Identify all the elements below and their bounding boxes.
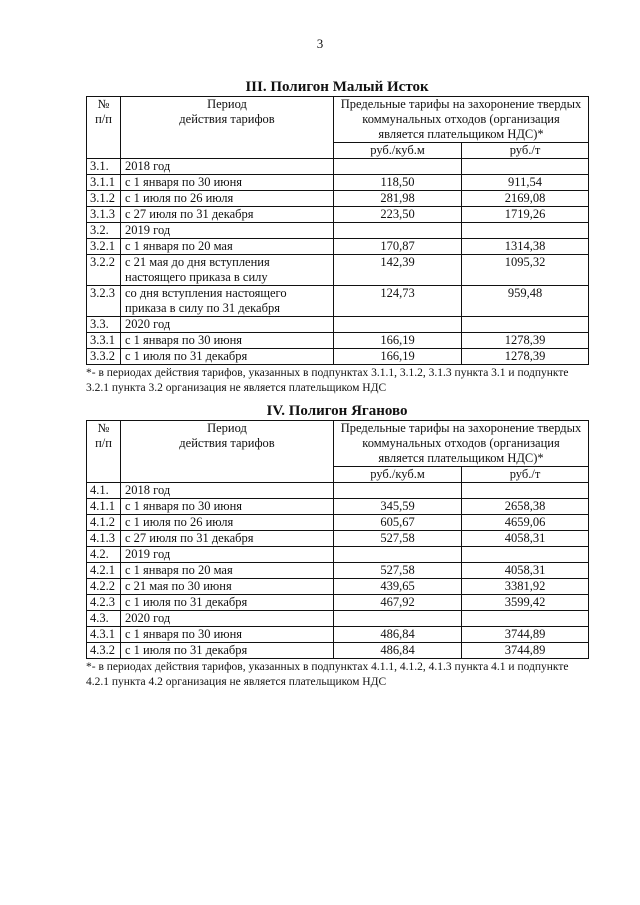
row-period: с 1 января по 30 июня (121, 499, 334, 515)
row-value-cubic: 605,67 (334, 515, 462, 531)
row-number: 4.3.2 (87, 643, 121, 659)
table-row (87, 643, 589, 659)
row-period: 2019 год (121, 547, 334, 563)
row-number: 4.3.1 (87, 627, 121, 643)
row-period: с 21 мая по 30 июня (121, 579, 334, 595)
row-number: 3.2.1 (87, 239, 121, 255)
row-period: с 1 января по 20 мая (121, 563, 334, 579)
section-title: IV. Полигон Яганово (266, 403, 408, 419)
row-value-cubic: 166,19 (334, 349, 462, 365)
row-value-ton: 911,54 (462, 175, 589, 191)
header-period: Период действия тарифов (121, 421, 334, 483)
table-row (87, 579, 589, 595)
table-row (87, 499, 589, 515)
tariff-table (86, 96, 589, 365)
row-value-cubic: 223,50 (334, 207, 462, 223)
row-period: с 1 июля по 31 декабря (121, 349, 334, 365)
tariff-table (86, 420, 589, 659)
row-period: с 1 июля по 31 декабря (121, 643, 334, 659)
row-value-cubic (334, 317, 462, 333)
row-number: 3.1.3 (87, 207, 121, 223)
row-value-cubic: 142,39 (334, 255, 462, 286)
table-row (87, 547, 589, 563)
row-value-ton: 2658,38 (462, 499, 589, 515)
header-num: № п/п (87, 421, 121, 483)
header-num: № п/п (87, 97, 121, 159)
table-row (87, 255, 589, 286)
header-unit-ton: руб./т (462, 467, 589, 483)
row-value-cubic: 486,84 (334, 627, 462, 643)
row-value-ton: 4659,06 (462, 515, 589, 531)
row-period: с 27 июля по 31 декабря (121, 207, 334, 223)
row-value-cubic: 486,84 (334, 643, 462, 659)
row-period: 2019 год (121, 223, 334, 239)
row-period: с 1 января по 30 июня (121, 175, 334, 191)
section-malyi-istok (86, 78, 588, 396)
row-number: 3.2.3 (87, 286, 121, 317)
row-value-ton: 2169,08 (462, 191, 589, 207)
row-number: 4.2.3 (87, 595, 121, 611)
footnote: *- в периодах действия тарифов, указанных в подпунктах 3.1.1, 3.1.2, 3.1.3 пункта 3.1 и подпункте 3.2.1 пункта 3.2 организация не является плательщиком НДС (86, 367, 569, 394)
row-number: 4.1. (87, 483, 121, 499)
table-row (87, 239, 589, 255)
row-value-ton: 1314,38 (462, 239, 589, 255)
row-value-ton (462, 611, 589, 627)
row-number: 3.3.2 (87, 349, 121, 365)
table-row (87, 611, 589, 627)
row-value-cubic: 124,73 (334, 286, 462, 317)
row-number: 4.1.1 (87, 499, 121, 515)
row-period: с 21 мая до дня вступления настоящего приказа в силу (121, 255, 334, 286)
row-value-ton: 959,48 (462, 286, 589, 317)
table-row (87, 483, 589, 499)
row-value-cubic: 166,19 (334, 333, 462, 349)
row-value-cubic: 527,58 (334, 563, 462, 579)
row-value-cubic: 527,58 (334, 531, 462, 547)
row-value-cubic: 170,87 (334, 239, 462, 255)
footnote: *- в периодах действия тарифов, указанных в подпунктах 4.1.1, 4.1.2, 4.1.3 пункта 4.1 и подпункте 4.2.1 пункта 4.2 организация не является плательщиком НДС (86, 661, 569, 688)
row-value-ton (462, 483, 589, 499)
row-number: 4.1.2 (87, 515, 121, 531)
row-value-ton: 3599,42 (462, 595, 589, 611)
row-value-ton (462, 223, 589, 239)
row-value-cubic (334, 223, 462, 239)
row-number: 3.1.2 (87, 191, 121, 207)
table-row (87, 515, 589, 531)
header-tariff: Предельные тарифы на захоронение твердых коммунальных отходов (организация является плательщиком НДС)* (334, 97, 589, 143)
row-value-ton: 3381,92 (462, 579, 589, 595)
header-period: Период действия тарифов (121, 97, 334, 159)
row-value-ton: 4058,31 (462, 563, 589, 579)
row-value-ton: 1278,39 (462, 349, 589, 365)
table-header-row (87, 421, 589, 467)
row-number: 4.2.1 (87, 563, 121, 579)
table-row (87, 531, 589, 547)
table-row (87, 159, 589, 175)
row-period: с 27 июля по 31 декабря (121, 531, 334, 547)
section-title: III. Полигон Малый Исток (245, 79, 429, 95)
table-row (87, 349, 589, 365)
row-value-cubic (334, 547, 462, 563)
row-period: 2018 год (121, 159, 334, 175)
row-period: с 1 июля по 31 декабря (121, 595, 334, 611)
table-row (87, 317, 589, 333)
header-unit-ton: руб./т (462, 143, 589, 159)
row-value-cubic (334, 159, 462, 175)
row-value-ton: 4058,31 (462, 531, 589, 547)
table-row (87, 595, 589, 611)
page-number: 3 (316, 36, 324, 51)
row-period: с 1 января по 30 июня (121, 627, 334, 643)
table-row (87, 207, 589, 223)
row-number: 3.3. (87, 317, 121, 333)
row-number: 3.1. (87, 159, 121, 175)
row-number: 3.2. (87, 223, 121, 239)
row-value-cubic (334, 483, 462, 499)
row-value-cubic: 345,59 (334, 499, 462, 515)
row-period: с 1 января по 30 июня (121, 333, 334, 349)
row-value-ton (462, 547, 589, 563)
table-row (87, 333, 589, 349)
row-value-cubic: 439,65 (334, 579, 462, 595)
table-row (87, 191, 589, 207)
row-number: 3.2.2 (87, 255, 121, 286)
row-period: 2018 год (121, 483, 334, 499)
row-number: 4.2. (87, 547, 121, 563)
row-value-cubic (334, 611, 462, 627)
row-value-ton (462, 317, 589, 333)
row-value-ton: 3744,89 (462, 643, 589, 659)
section-yaganovo (86, 402, 588, 690)
header-unit-cubic: руб./куб.м (334, 467, 462, 483)
row-value-ton: 1719,26 (462, 207, 589, 223)
row-number: 4.2.2 (87, 579, 121, 595)
row-period: с 1 января по 20 мая (121, 239, 334, 255)
row-value-ton: 1278,39 (462, 333, 589, 349)
row-value-ton: 1095,32 (462, 255, 589, 286)
row-period: 2020 год (121, 317, 334, 333)
row-value-cubic: 467,92 (334, 595, 462, 611)
table-header-row (87, 97, 589, 143)
table-row (87, 627, 589, 643)
row-period: с 1 июля по 26 июля (121, 515, 334, 531)
row-number: 4.3. (87, 611, 121, 627)
table-row (87, 223, 589, 239)
row-value-ton (462, 159, 589, 175)
row-number: 4.1.3 (87, 531, 121, 547)
row-value-cubic: 118,50 (334, 175, 462, 191)
table-row (87, 286, 589, 317)
row-period: со дня вступления настоящего приказа в силу по 31 декабря (121, 286, 334, 317)
row-value-ton: 3744,89 (462, 627, 589, 643)
header-unit-cubic: руб./куб.м (334, 143, 462, 159)
table-row (87, 175, 589, 191)
header-tariff: Предельные тарифы на захоронение твердых коммунальных отходов (организация является плательщиком НДС)* (334, 421, 589, 467)
row-number: 3.1.1 (87, 175, 121, 191)
row-value-cubic: 281,98 (334, 191, 462, 207)
row-period: с 1 июля по 26 июля (121, 191, 334, 207)
row-period: 2020 год (121, 611, 334, 627)
row-number: 3.3.1 (87, 333, 121, 349)
table-row (87, 563, 589, 579)
